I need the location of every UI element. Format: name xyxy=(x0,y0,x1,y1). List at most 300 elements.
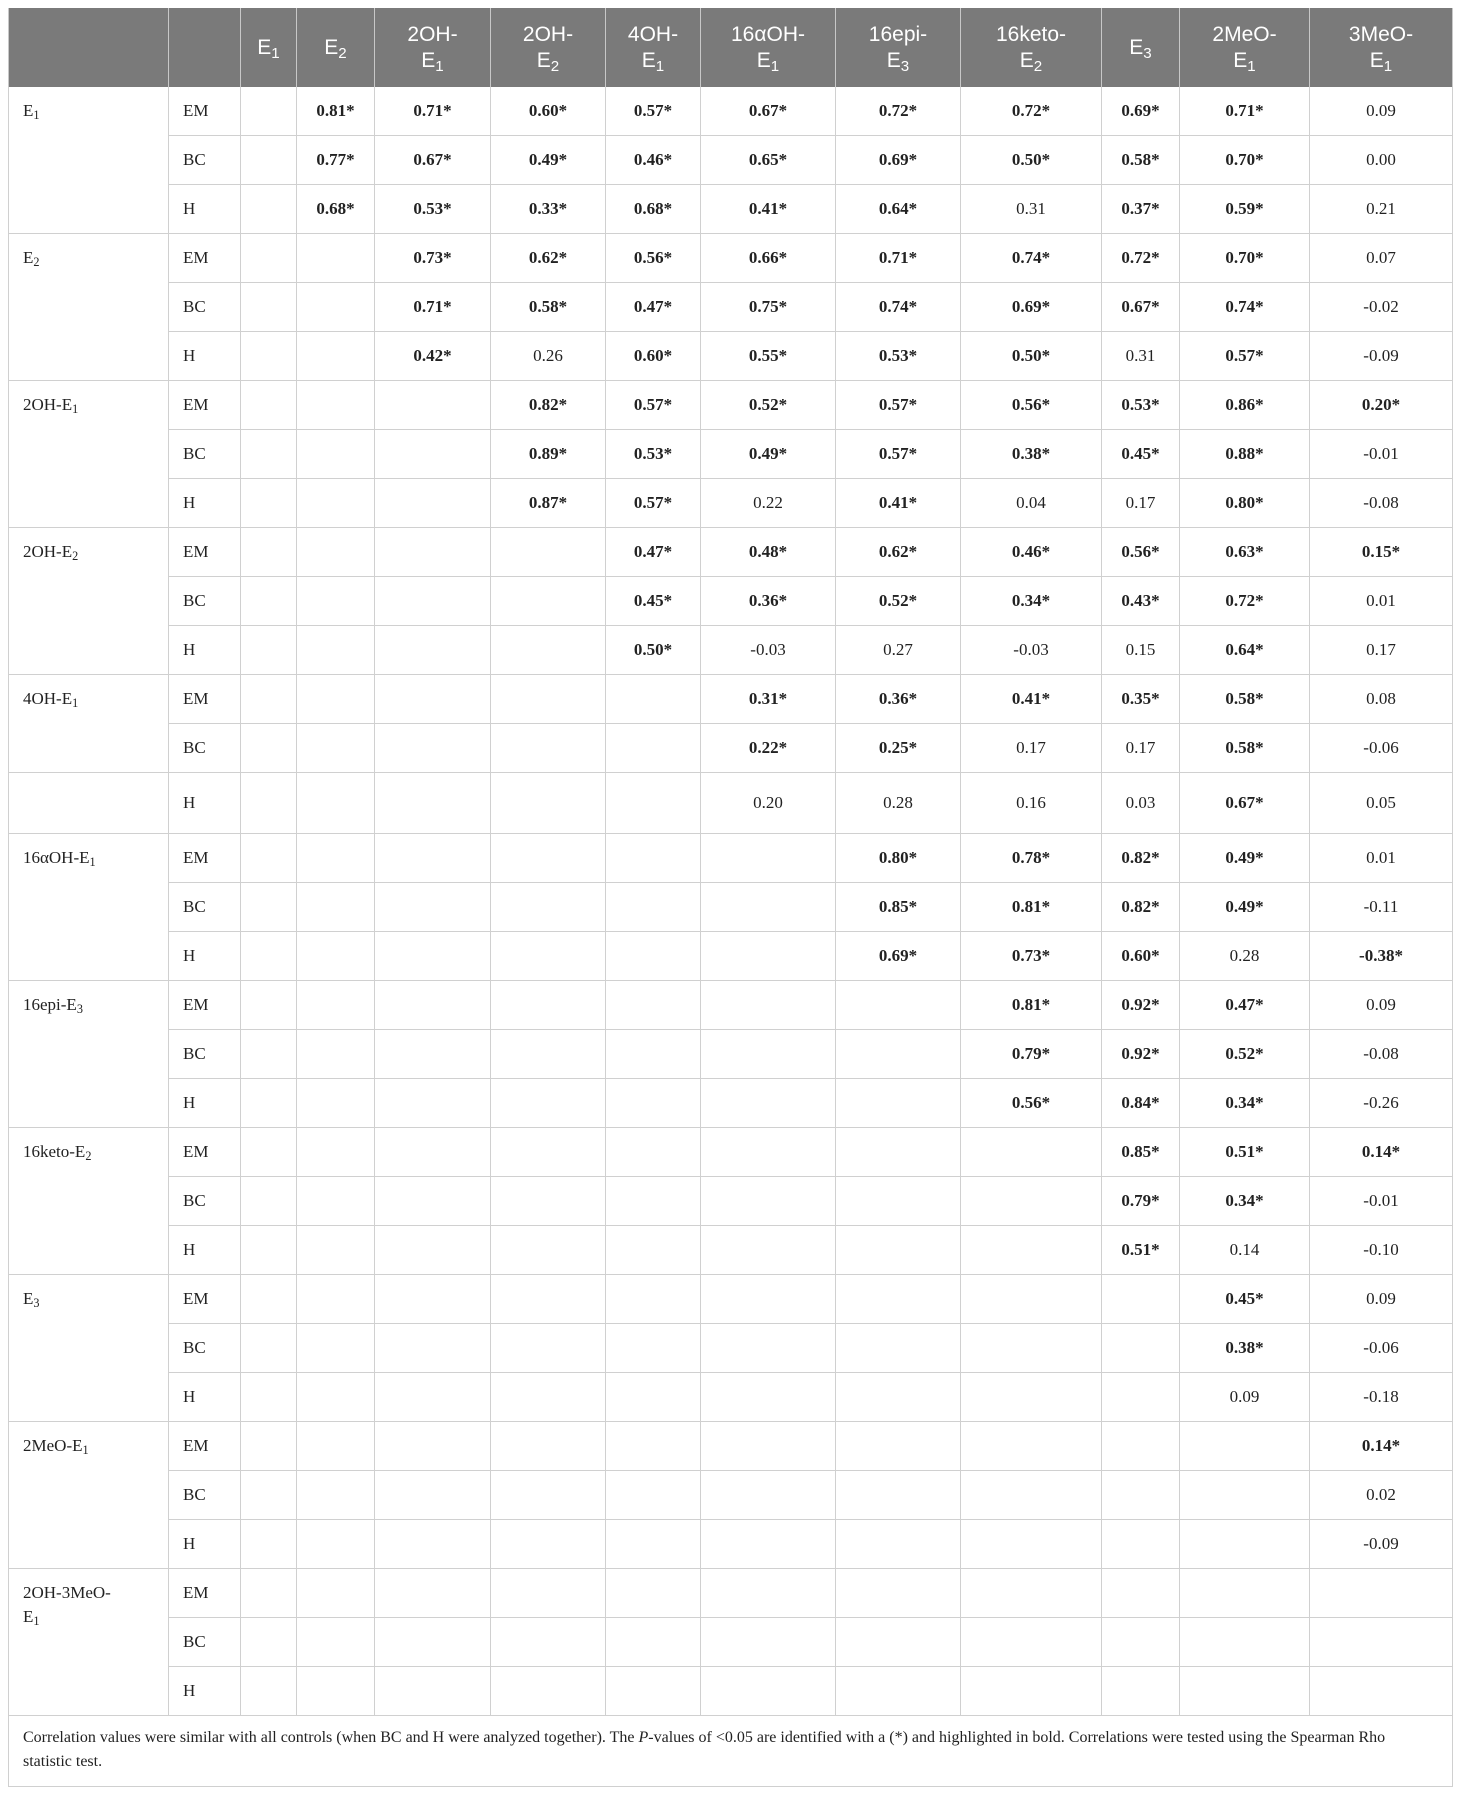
correlation-cell xyxy=(491,724,606,773)
correlation-cell xyxy=(606,1128,701,1177)
table-row xyxy=(9,675,1453,724)
correlation-cell xyxy=(606,724,701,773)
correlation-cell: 0.38* xyxy=(961,430,1102,479)
group-label-text: 4OH-E xyxy=(23,689,73,708)
correlation-cell xyxy=(297,1373,375,1422)
correlation-cell xyxy=(375,577,491,626)
table-row xyxy=(9,234,1453,283)
correlation-cell: 0.65* xyxy=(701,136,836,185)
correlation-cell: 0.72* xyxy=(1102,234,1180,283)
correlation-cell: 0.70* xyxy=(1180,136,1310,185)
column-header-subscript: 1 xyxy=(435,57,444,75)
correlation-cell: 0.17 xyxy=(961,724,1102,773)
row-group-label xyxy=(9,1128,169,1275)
correlation-cell: 0.35* xyxy=(1102,675,1180,724)
correlation-cell: 0.92* xyxy=(1102,1030,1180,1079)
correlation-cell xyxy=(1310,1569,1453,1618)
correlation-cell: 0.59* xyxy=(1180,185,1310,234)
correlation-cell: 0.14* xyxy=(1310,1128,1453,1177)
correlation-cell: 0.31 xyxy=(961,185,1102,234)
correlation-cell xyxy=(491,1177,606,1226)
correlation-cell xyxy=(375,1520,491,1569)
correlation-cell: 0.47* xyxy=(606,528,701,577)
correlation-cell xyxy=(297,479,375,528)
group-label-subscript: 1 xyxy=(72,696,79,711)
correlation-cell xyxy=(241,332,297,381)
table-row xyxy=(9,773,1453,834)
correlation-cell: 0.82* xyxy=(491,381,606,430)
correlation-cell: 0.67* xyxy=(375,136,491,185)
correlation-cell xyxy=(241,1079,297,1128)
correlation-cell: 0.57* xyxy=(606,87,701,136)
correlation-cell xyxy=(836,1324,961,1373)
source-label: BC xyxy=(169,883,241,932)
correlation-cell xyxy=(297,675,375,724)
correlation-cell xyxy=(606,834,701,883)
column-header-base: E xyxy=(1233,48,1248,72)
correlation-cell xyxy=(1102,1324,1180,1373)
correlation-cell: 0.68* xyxy=(606,185,701,234)
correlation-cell xyxy=(375,724,491,773)
correlation-cell xyxy=(297,283,375,332)
column-header-base: E xyxy=(324,35,339,59)
column-header xyxy=(169,8,241,87)
correlation-cell xyxy=(375,1667,491,1716)
correlation-cell: -0.03 xyxy=(961,626,1102,675)
table-row xyxy=(9,883,1453,932)
correlation-cell xyxy=(701,1422,836,1471)
table-row xyxy=(9,283,1453,332)
correlation-cell xyxy=(241,1226,297,1275)
correlation-cell xyxy=(1102,1569,1180,1618)
correlation-cell: 0.85* xyxy=(1102,1128,1180,1177)
correlation-cell xyxy=(701,1520,836,1569)
correlation-cell xyxy=(701,932,836,981)
correlation-cell xyxy=(836,1079,961,1128)
correlation-cell: 0.01 xyxy=(1310,834,1453,883)
source-label: EM xyxy=(169,981,241,1030)
correlation-cell xyxy=(241,1618,297,1667)
correlation-cell: 0.45* xyxy=(606,577,701,626)
correlation-cell: 0.49* xyxy=(701,430,836,479)
column-header xyxy=(836,8,961,87)
table-row xyxy=(9,1226,1453,1275)
column-header-subscript: 1 xyxy=(655,57,665,75)
correlation-cell xyxy=(701,981,836,1030)
group-label-subscript: 2 xyxy=(72,549,79,564)
correlation-cell xyxy=(606,883,701,932)
correlation-cell xyxy=(297,1226,375,1275)
correlation-cell: 0.15 xyxy=(1102,626,1180,675)
correlation-cell xyxy=(1310,1618,1453,1667)
column-header-base: E xyxy=(421,48,436,72)
column-header-subscript: 2 xyxy=(550,57,560,75)
correlation-cell xyxy=(606,1520,701,1569)
source-label: BC xyxy=(169,283,241,332)
correlation-cell: 0.56* xyxy=(1102,528,1180,577)
correlation-cell xyxy=(241,1128,297,1177)
source-label: BC xyxy=(169,1324,241,1373)
group-label-subscript: 1 xyxy=(82,1443,89,1458)
column-header xyxy=(1180,8,1310,87)
correlation-cell xyxy=(836,1226,961,1275)
correlation-cell xyxy=(297,332,375,381)
source-label: BC xyxy=(169,1471,241,1520)
correlation-cell: 0.00 xyxy=(1310,136,1453,185)
correlation-cell xyxy=(606,675,701,724)
column-header-subscript: 3 xyxy=(1143,44,1152,62)
correlation-cell xyxy=(836,1275,961,1324)
correlation-cell xyxy=(961,1569,1102,1618)
column-header-prefix: 2MeO- xyxy=(1212,22,1277,46)
column-header-subscript: 1 xyxy=(1247,57,1256,75)
column-header-base: E xyxy=(536,48,551,72)
correlation-cell xyxy=(241,1177,297,1226)
correlation-cell xyxy=(297,932,375,981)
column-header xyxy=(961,8,1102,87)
row-group-label xyxy=(9,773,169,834)
correlation-cell: 0.17 xyxy=(1102,479,1180,528)
correlation-cell xyxy=(491,981,606,1030)
correlation-cell: 0.71* xyxy=(375,87,491,136)
correlation-cell: 0.21 xyxy=(1310,185,1453,234)
table-row xyxy=(9,528,1453,577)
correlation-cell xyxy=(241,1471,297,1520)
correlation-cell xyxy=(1102,1520,1180,1569)
correlation-cell xyxy=(491,1275,606,1324)
correlation-cell xyxy=(297,1618,375,1667)
table-row xyxy=(9,1471,1453,1520)
column-header-prefix: 2OH- xyxy=(407,22,458,46)
correlation-cell: -0.38* xyxy=(1310,932,1453,981)
correlation-cell: 0.58* xyxy=(1180,724,1310,773)
correlation-cell xyxy=(297,1667,375,1716)
row-group-label xyxy=(9,981,169,1128)
correlation-cell xyxy=(606,1177,701,1226)
correlation-cell xyxy=(297,430,375,479)
table-row xyxy=(9,724,1453,773)
footnote xyxy=(9,1716,1453,1787)
correlation-cell xyxy=(375,1177,491,1226)
table-row xyxy=(9,136,1453,185)
correlation-cell: -0.08 xyxy=(1310,1030,1453,1079)
correlation-cell: 0.81* xyxy=(297,87,375,136)
source-label: H xyxy=(169,1373,241,1422)
correlation-cell xyxy=(297,1275,375,1324)
correlation-cell xyxy=(241,1275,297,1324)
correlation-cell: 0.09 xyxy=(1310,1275,1453,1324)
correlation-cell: 0.80* xyxy=(836,834,961,883)
correlation-cell xyxy=(375,430,491,479)
correlation-cell xyxy=(606,981,701,1030)
correlation-cell xyxy=(606,1667,701,1716)
correlation-cell: 0.74* xyxy=(836,283,961,332)
correlation-cell xyxy=(375,528,491,577)
correlation-cell xyxy=(241,479,297,528)
correlation-cell xyxy=(297,1079,375,1128)
table-row xyxy=(9,1569,1453,1618)
correlation-cell xyxy=(606,1324,701,1373)
correlation-cell xyxy=(241,724,297,773)
correlation-cell xyxy=(297,981,375,1030)
table-row xyxy=(9,332,1453,381)
table-row xyxy=(9,1275,1453,1324)
correlation-cell: 0.41* xyxy=(961,675,1102,724)
correlation-cell xyxy=(241,1324,297,1373)
correlation-cell xyxy=(241,981,297,1030)
correlation-cell: 0.14 xyxy=(1180,1226,1310,1275)
correlation-cell xyxy=(1102,1275,1180,1324)
correlation-cell xyxy=(375,1226,491,1275)
column-header xyxy=(491,8,606,87)
group-label-text: 2MeO-E xyxy=(23,1436,83,1455)
source-label: H xyxy=(169,773,241,834)
correlation-cell: 0.15* xyxy=(1310,528,1453,577)
correlation-cell: 0.50* xyxy=(961,136,1102,185)
column-header-subscript: 3 xyxy=(900,57,910,75)
correlation-cell xyxy=(375,981,491,1030)
correlation-cell xyxy=(241,577,297,626)
table-row xyxy=(9,981,1453,1030)
correlation-cell: 0.85* xyxy=(836,883,961,932)
correlation-cell: 0.50* xyxy=(606,626,701,675)
correlation-cell: 0.31* xyxy=(701,675,836,724)
correlation-cell: 0.37* xyxy=(1102,185,1180,234)
correlation-cell: 0.78* xyxy=(961,834,1102,883)
correlation-cell xyxy=(297,1520,375,1569)
source-label: BC xyxy=(169,430,241,479)
correlation-cell xyxy=(491,528,606,577)
correlation-cell xyxy=(297,1128,375,1177)
group-label-subscript: 1 xyxy=(33,1614,40,1629)
correlation-cell xyxy=(491,1030,606,1079)
correlation-cell xyxy=(297,528,375,577)
footnote-row xyxy=(9,1716,1453,1787)
correlation-cell xyxy=(606,1030,701,1079)
correlation-cell xyxy=(241,234,297,283)
group-label-text: 2OH-E xyxy=(23,395,73,414)
correlation-cell xyxy=(241,1422,297,1471)
correlation-cell: 0.53* xyxy=(606,430,701,479)
correlation-table xyxy=(8,8,1453,1787)
correlation-cell: 0.66* xyxy=(701,234,836,283)
source-label: H xyxy=(169,332,241,381)
correlation-cell xyxy=(491,1128,606,1177)
correlation-cell xyxy=(375,834,491,883)
column-header xyxy=(701,8,836,87)
correlation-cell: 0.33* xyxy=(491,185,606,234)
column-header-subscript: 2 xyxy=(338,44,347,62)
correlation-cell xyxy=(1180,1422,1310,1471)
correlation-cell: 0.57* xyxy=(836,381,961,430)
correlation-cell xyxy=(836,1030,961,1079)
row-group-label xyxy=(9,528,169,675)
correlation-cell: 0.03 xyxy=(1102,773,1180,834)
correlation-cell: 0.67* xyxy=(1180,773,1310,834)
correlation-cell xyxy=(701,1569,836,1618)
table-row xyxy=(9,1667,1453,1716)
correlation-cell: 0.53* xyxy=(375,185,491,234)
source-label: EM xyxy=(169,1569,241,1618)
correlation-cell: 0.77* xyxy=(297,136,375,185)
correlation-cell xyxy=(375,1079,491,1128)
correlation-cell: 0.02 xyxy=(1310,1471,1453,1520)
correlation-cell xyxy=(491,1520,606,1569)
correlation-cell: 0.92* xyxy=(1102,981,1180,1030)
correlation-cell xyxy=(491,577,606,626)
row-group-label xyxy=(9,234,169,381)
correlation-cell xyxy=(491,883,606,932)
correlation-cell: -0.11 xyxy=(1310,883,1453,932)
column-header-prefix: 3MeO- xyxy=(1348,22,1414,46)
correlation-cell xyxy=(961,1618,1102,1667)
correlation-cell: 0.86* xyxy=(1180,381,1310,430)
correlation-cell xyxy=(701,834,836,883)
correlation-cell: 0.72* xyxy=(961,87,1102,136)
source-label: EM xyxy=(169,1275,241,1324)
correlation-cell xyxy=(241,1030,297,1079)
correlation-cell xyxy=(836,1569,961,1618)
correlation-cell: 0.69* xyxy=(836,136,961,185)
correlation-cell xyxy=(836,981,961,1030)
correlation-cell: -0.01 xyxy=(1310,1177,1453,1226)
correlation-cell: 0.74* xyxy=(961,234,1102,283)
table-row xyxy=(9,185,1453,234)
correlation-cell: 0.68* xyxy=(297,185,375,234)
correlation-cell: 0.84* xyxy=(1102,1079,1180,1128)
correlation-cell xyxy=(701,1128,836,1177)
correlation-cell: 0.57* xyxy=(1180,332,1310,381)
row-group-label xyxy=(9,834,169,981)
column-header-subscript: 2 xyxy=(1033,57,1043,75)
correlation-cell: 0.34* xyxy=(1180,1079,1310,1128)
correlation-cell: 0.49* xyxy=(1180,834,1310,883)
correlation-cell xyxy=(375,479,491,528)
correlation-cell xyxy=(375,626,491,675)
correlation-cell xyxy=(375,1275,491,1324)
correlation-cell: 0.46* xyxy=(961,528,1102,577)
correlation-cell xyxy=(241,773,297,834)
correlation-cell: 0.49* xyxy=(491,136,606,185)
correlation-cell xyxy=(491,1422,606,1471)
correlation-cell: 0.25* xyxy=(836,724,961,773)
correlation-cell xyxy=(836,1618,961,1667)
group-label-text: 16epi-E xyxy=(23,995,77,1014)
group-label-subscript: 3 xyxy=(76,1002,83,1017)
correlation-cell: 0.71* xyxy=(836,234,961,283)
correlation-cell xyxy=(961,1226,1102,1275)
table-body xyxy=(9,87,1453,1787)
correlation-cell xyxy=(297,1177,375,1226)
column-header xyxy=(1102,8,1180,87)
source-label: BC xyxy=(169,136,241,185)
source-label: H xyxy=(169,1520,241,1569)
correlation-cell: 0.80* xyxy=(1180,479,1310,528)
correlation-cell xyxy=(701,1324,836,1373)
correlation-cell: 0.69* xyxy=(961,283,1102,332)
column-header xyxy=(241,8,297,87)
correlation-cell xyxy=(297,1030,375,1079)
correlation-cell xyxy=(606,1471,701,1520)
column-header-subscript: 1 xyxy=(770,57,780,75)
correlation-cell xyxy=(961,1422,1102,1471)
correlation-cell xyxy=(297,626,375,675)
source-label: H xyxy=(169,185,241,234)
correlation-cell: 0.51* xyxy=(1102,1226,1180,1275)
table-row xyxy=(9,1520,1453,1569)
source-label: EM xyxy=(169,1128,241,1177)
table-row xyxy=(9,932,1453,981)
correlation-cell xyxy=(491,1471,606,1520)
table-row xyxy=(9,1128,1453,1177)
correlation-cell: 0.57* xyxy=(606,381,701,430)
correlation-cell: 0.56* xyxy=(961,1079,1102,1128)
correlation-cell xyxy=(606,1226,701,1275)
correlation-cell xyxy=(375,1128,491,1177)
column-header-prefix: 16epi- xyxy=(868,22,928,46)
correlation-cell xyxy=(836,1667,961,1716)
source-label: BC xyxy=(169,577,241,626)
correlation-cell: -0.18 xyxy=(1310,1373,1453,1422)
correlation-cell xyxy=(375,1030,491,1079)
correlation-cell: 0.57* xyxy=(836,430,961,479)
correlation-cell: 0.09 xyxy=(1180,1373,1310,1422)
correlation-cell xyxy=(297,883,375,932)
table-row xyxy=(9,834,1453,883)
column-header-base: E xyxy=(641,48,656,72)
correlation-cell: 0.45* xyxy=(1102,430,1180,479)
correlation-cell xyxy=(1180,1520,1310,1569)
correlation-cell xyxy=(961,1520,1102,1569)
correlation-cell xyxy=(961,1275,1102,1324)
correlation-cell: 0.47* xyxy=(1180,981,1310,1030)
footnote-italic-p: P xyxy=(638,1729,649,1746)
correlation-cell xyxy=(701,1030,836,1079)
correlation-cell: 0.73* xyxy=(375,234,491,283)
correlation-cell xyxy=(241,283,297,332)
group-label-text: 2OH-3MeO- xyxy=(23,1583,111,1602)
correlation-cell: 0.52* xyxy=(836,577,961,626)
correlation-cell xyxy=(1180,1471,1310,1520)
correlation-cell xyxy=(701,1667,836,1716)
group-label-subscript: 3 xyxy=(33,1296,40,1311)
column-header-base: E xyxy=(756,48,771,72)
group-label-text-2: E xyxy=(23,1607,34,1626)
correlation-cell xyxy=(491,1569,606,1618)
correlation-cell: 0.67* xyxy=(1102,283,1180,332)
correlation-cell: 0.09 xyxy=(1310,87,1453,136)
correlation-cell xyxy=(297,1422,375,1471)
correlation-cell xyxy=(961,1471,1102,1520)
correlation-cell: 0.20* xyxy=(1310,381,1453,430)
correlation-cell xyxy=(297,834,375,883)
correlation-cell: 0.53* xyxy=(836,332,961,381)
correlation-cell: 0.46* xyxy=(606,136,701,185)
table-row xyxy=(9,1422,1453,1471)
correlation-cell xyxy=(701,1373,836,1422)
correlation-cell: 0.70* xyxy=(1180,234,1310,283)
table-row xyxy=(9,626,1453,675)
correlation-cell xyxy=(606,932,701,981)
correlation-cell xyxy=(1180,1618,1310,1667)
correlation-cell xyxy=(375,1422,491,1471)
correlation-cell xyxy=(241,675,297,724)
correlation-cell xyxy=(606,773,701,834)
correlation-cell: 0.31 xyxy=(1102,332,1180,381)
correlation-cell xyxy=(1180,1667,1310,1716)
correlation-cell: 0.17 xyxy=(1102,724,1180,773)
footnote-text-1: Correlation values were similar with all controls (when BC and H were analyzed together). The xyxy=(23,1729,639,1746)
